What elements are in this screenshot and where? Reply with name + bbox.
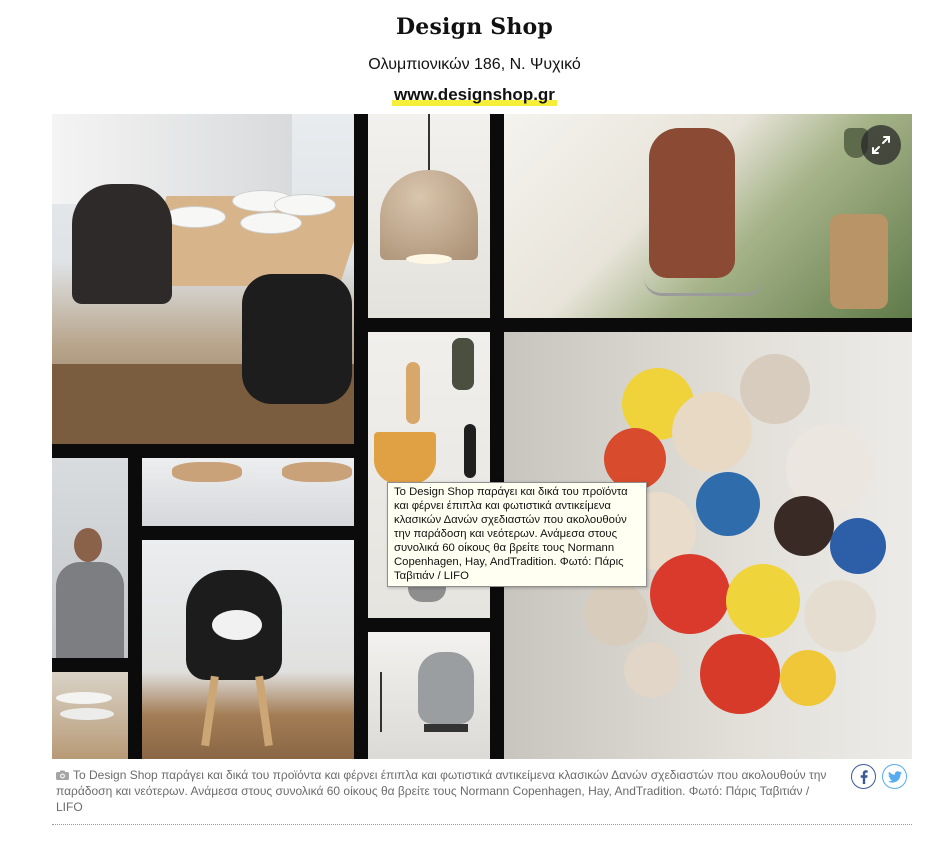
shop-title: Design Shop bbox=[396, 14, 553, 40]
stool-seat bbox=[282, 462, 352, 482]
lamp-disc bbox=[726, 564, 800, 638]
rocking-chair-seat bbox=[649, 128, 735, 278]
shop-address: Ολυμπιονικών 186, Ν. Ψυχικό bbox=[368, 56, 581, 73]
coffee-sack bbox=[830, 214, 888, 309]
wall-basket bbox=[374, 432, 436, 484]
chair-pillow bbox=[212, 610, 262, 640]
image-caption bbox=[56, 767, 836, 815]
expand-arrows-icon bbox=[870, 134, 892, 156]
rocking-chair-base bbox=[644, 278, 764, 296]
image-tooltip: Το Design Shop παράγει και δικά του προϊόντα και φέρνει έπιπλα και φωτιστικά αντικείμενα κλασικών Δανών σχεδιαστών που ακολουθούν την παράδοση και νεότερων. Ανάμεσα στους συνολικά 60 οίκους θα βρείτε τους Normann Copenhagen, Hay, AndTradition. Φωτό: Πάρις Ταβιτιάν / LIFO bbox=[387, 482, 647, 587]
plate bbox=[240, 212, 302, 234]
twitter-icon bbox=[888, 771, 902, 783]
image-caption-text: Το Design Shop παράγει και δικά του προϊόντα και φέρνει έπιπλα και φωτιστικά αντικείμενα κλασικών Δανών σχεδιαστών που ακολουθούν την παράδοση και νεότερων. Ανάμεσα στους συνολικά 60 οίκους θα βρείτε τους Normann Copenhagen, Hay, AndTradition. Φωτό: Πάρις Ταβιτιάν / LIFO bbox=[56, 768, 827, 814]
camera-icon bbox=[56, 770, 69, 780]
lounge-chair-base bbox=[424, 724, 468, 732]
person-body bbox=[56, 562, 124, 658]
plate bbox=[60, 708, 114, 720]
plate bbox=[56, 692, 112, 704]
twitter-share-button[interactable] bbox=[882, 764, 907, 789]
lamp-disc bbox=[604, 428, 666, 490]
photo-tile-black-chair bbox=[142, 540, 354, 759]
share-buttons bbox=[851, 764, 907, 789]
photo-tile-bar-stools bbox=[142, 458, 354, 526]
facebook-icon bbox=[857, 770, 871, 784]
gallery-photo[interactable] bbox=[52, 114, 912, 759]
photo-tile-bell-lamp bbox=[368, 114, 490, 318]
chair-leg bbox=[255, 676, 273, 746]
chair-leg bbox=[201, 676, 219, 746]
wall-hook bbox=[452, 338, 474, 390]
expand-button[interactable] bbox=[861, 125, 901, 165]
person-head bbox=[74, 528, 102, 562]
facebook-share-button[interactable] bbox=[851, 764, 876, 789]
dining-chair bbox=[242, 274, 352, 404]
side-table bbox=[380, 672, 398, 732]
lamp-disc bbox=[780, 650, 836, 706]
dining-chair bbox=[72, 184, 172, 304]
wall-hook bbox=[406, 362, 420, 424]
lamp-disc bbox=[624, 642, 680, 698]
lamp-shade bbox=[380, 170, 478, 260]
photo-tile-dining-table bbox=[52, 114, 354, 444]
shop-url-link[interactable]: www.designshop.gr bbox=[394, 85, 555, 104]
section-divider bbox=[52, 824, 912, 825]
wall-hook bbox=[464, 424, 476, 478]
lamp-disc bbox=[804, 580, 876, 652]
lamp-disc bbox=[696, 472, 760, 536]
lamp-disc bbox=[672, 392, 752, 472]
lamp-disc bbox=[740, 354, 810, 424]
photo-tile-bench bbox=[52, 672, 128, 759]
lamp-disc bbox=[700, 634, 780, 714]
lamp-disc bbox=[584, 582, 648, 646]
plate bbox=[164, 206, 226, 228]
lamp-disc bbox=[774, 496, 834, 556]
lamp-cord bbox=[428, 114, 430, 174]
lamp-disc bbox=[830, 518, 886, 574]
photo-tile-portrait bbox=[52, 458, 128, 658]
photo-tile-lounge-chair bbox=[368, 632, 490, 759]
lamp-disc bbox=[650, 554, 730, 634]
stool-seat bbox=[172, 462, 242, 482]
photo-tile-rocking-chair bbox=[504, 114, 912, 318]
lamp-bulb bbox=[406, 254, 452, 264]
shop-url-wrap bbox=[0, 84, 949, 106]
lounge-chair bbox=[418, 652, 474, 724]
